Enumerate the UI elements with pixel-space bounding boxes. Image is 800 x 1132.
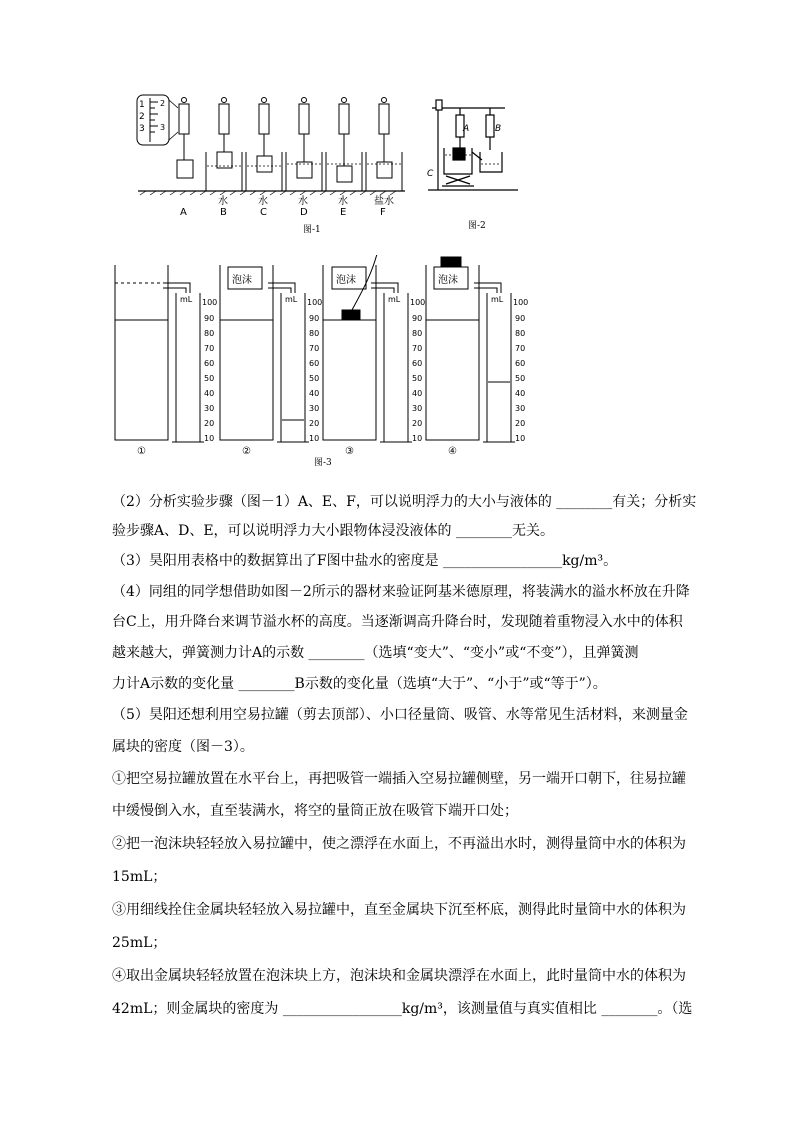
fig1-liquid-labels	[218, 194, 394, 207]
tick-label: 50	[309, 374, 320, 383]
letter-f: F	[380, 207, 386, 218]
unit-2: mL	[285, 295, 298, 304]
unit-4: mL	[491, 295, 504, 304]
tick-label: 20	[515, 419, 526, 428]
tick-label: 20	[412, 419, 423, 428]
step-2-line-1: ②把一泡沫块轻轻放入易拉罐中，使之漂浮在水面上，不再溢出水时，测得量筒中水的体积为	[112, 836, 686, 852]
tick-label: 50	[412, 374, 423, 383]
scale-tick-right-3: 3	[160, 123, 166, 132]
question-4-line-2: 台C上，用升降台来调节溢水杯的高度。当逐渐调高升降台时，发现随着重物浸入水中的体积	[112, 614, 683, 630]
step-1-line-1: ①把空易拉罐放置在水平台上，再把吸管一端插入空易拉罐侧壁，另一端开口朝下，往易拉罐	[112, 771, 686, 787]
step-4-line-1: ④取出金属块轻轻放置在泡沫块上方，泡沫块和金属块漂浮在水面上，此时量筒中水的体积为	[112, 968, 686, 984]
fig2-label-b: B	[495, 124, 502, 134]
fig1-caption: 图-1	[303, 225, 321, 235]
fig2-label-c: C	[427, 169, 434, 179]
tick-label: 50	[515, 374, 526, 383]
step-4-line-2: 42mL；则金属块的密度为 _________________kg/m³，该测量值与真实值相比 ________。（选	[112, 1001, 693, 1017]
tick-label: 100	[410, 298, 426, 307]
tick-label: 60	[204, 359, 215, 368]
tick-label: 80	[204, 329, 215, 338]
tick-label: 60	[309, 359, 320, 368]
tick-label: 70	[204, 344, 215, 353]
liquid-label-f: 盐水	[374, 196, 394, 207]
magnified-scale	[137, 95, 178, 145]
tick-label: 90	[309, 314, 320, 323]
liquid-label-b: 水	[218, 196, 228, 207]
tick-label: 80	[515, 329, 526, 338]
foam-label-2: 泡沫	[232, 275, 252, 286]
liquid-label-e: 水	[338, 196, 348, 207]
tick-label: 80	[309, 329, 320, 338]
scale-tick-1: 1	[139, 100, 145, 110]
unit-3: mL	[388, 295, 401, 304]
question-4-line-3: 越来越大，弹簧测力计A的示数 ________（选填“变大”、“变小”或“不变”），且弹簧测	[112, 645, 639, 661]
liquid-label-c: 水	[258, 196, 268, 207]
step-2-line-2: 15mL；	[112, 869, 167, 885]
tick-label: 60	[515, 359, 526, 368]
tick-label: 100	[513, 298, 529, 307]
letter-e: E	[340, 207, 347, 218]
fig2-label-a: A	[463, 124, 470, 134]
tick-label: 20	[309, 419, 320, 428]
question-5-line-1: （5）昊阳还想利用空易拉罐（剪去顶部）、小口径量筒、吸管、水等常见生活材料，来测量金	[112, 707, 688, 723]
fig2-caption: 图-2	[468, 221, 486, 231]
scale-tick-3: 3	[139, 124, 145, 134]
fig1-letters	[180, 207, 386, 218]
unit-1: mL	[180, 295, 193, 304]
letter-d: D	[300, 207, 308, 218]
tick-label: 90	[204, 314, 215, 323]
question-2-line-1: （2）分析实验步骤（图－1）A、E、F，可以说明浮力的大小与液体的 ________有关；分析实	[112, 494, 697, 510]
tick-label: 30	[412, 404, 423, 413]
fig3-caption: 图-3	[314, 458, 332, 468]
tick-label: 20	[204, 419, 215, 428]
letter-c: C	[260, 207, 267, 218]
letter-a: A	[180, 207, 187, 218]
fig3-apparatus-1	[115, 265, 204, 442]
tick-label: 10	[309, 434, 320, 443]
figure-3	[0, 255, 800, 470]
tick-label: 30	[309, 404, 320, 413]
letter-b: B	[220, 207, 227, 218]
tick-label: 80	[412, 329, 423, 338]
tick-label: 70	[309, 344, 320, 353]
liquid-label-d: 水	[298, 196, 308, 207]
question-2-line-2: 验步骤A、D、E，可以说明浮力大小跟物体浸没液体的 ________无关。	[112, 523, 555, 539]
tick-label: 90	[515, 314, 526, 323]
step-number-4: ④	[448, 446, 457, 457]
foam-label-3: 泡沫	[336, 275, 356, 286]
step-3-line-1: ③用细线拴住金属块轻轻放入易拉罐中，直至金属块下沉至杯底，测得此时量筒中水的体积为	[112, 902, 686, 918]
tick-label: 70	[515, 344, 526, 353]
tick-label: 100	[307, 298, 323, 307]
figure-2	[428, 100, 518, 190]
step-3-line-2: 25mL；	[112, 935, 167, 951]
question-5-line-2: 属块的密度（图－3）。	[112, 739, 254, 755]
question-4-line-1: （4）同组的同学想借助如图－2所示的器材来验证阿基米德原理，将装满水的溢水杯放在升降	[112, 584, 690, 600]
tick-label: 50	[204, 374, 215, 383]
tick-label: 40	[412, 389, 423, 398]
tick-label: 30	[515, 404, 526, 413]
question-3: （3）昊阳用表格中的数据算出了F图中盐水的密度是 _________________kg/m³。	[112, 553, 618, 569]
fig3-apparatus-2	[220, 265, 309, 442]
spring-scales	[177, 98, 392, 183]
tick-label: 10	[412, 434, 423, 443]
step-number-1: ①	[137, 446, 146, 457]
scale-tick-right-2: 2	[160, 99, 166, 108]
tick-label: 40	[204, 389, 215, 398]
tick-label: 10	[204, 434, 215, 443]
tick-label: 90	[412, 314, 423, 323]
tick-label: 100	[202, 298, 218, 307]
tick-label: 30	[204, 404, 215, 413]
cylinder-units	[180, 295, 504, 304]
scale-tick-2: 2	[139, 112, 145, 122]
step-number-2: ②	[242, 446, 251, 457]
question-4-line-4: 力计A示数的变化量 ________B示数的变化量（选填“大于”、“小于”或“等于”）。	[112, 676, 607, 692]
tick-label: 40	[515, 389, 526, 398]
fig3-numbers	[137, 446, 457, 457]
step-number-3: ③	[345, 446, 354, 457]
tick-label: 70	[412, 344, 423, 353]
tick-label: 60	[412, 359, 423, 368]
ground-hatch	[140, 191, 396, 195]
tick-label: 40	[309, 389, 320, 398]
foam-label-4: 泡沫	[438, 275, 458, 286]
figure-1-and-2	[0, 0, 800, 250]
tick-label: 10	[515, 434, 526, 443]
step-1-line-2: 中缓慢倒入水，直至装满水，将空的量筒正放在吸管下端开口处；	[112, 803, 518, 819]
